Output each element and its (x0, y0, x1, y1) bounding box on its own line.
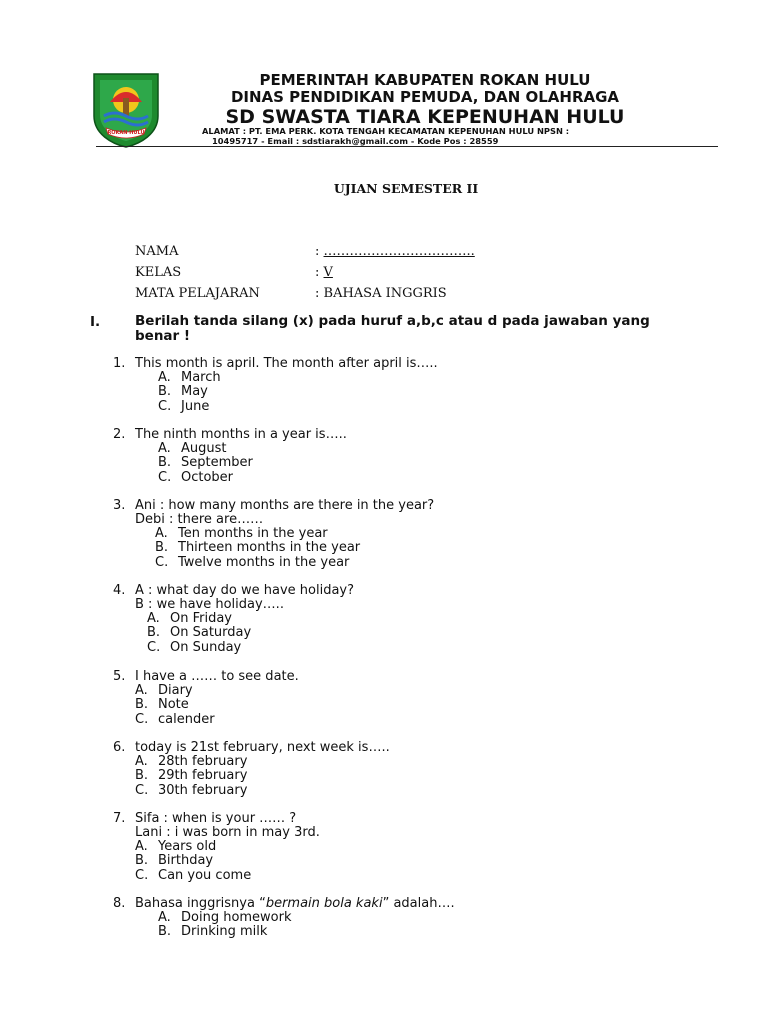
option-c: C. On Sunday (147, 640, 242, 655)
kelas-label: KELAS (135, 265, 182, 280)
option-c: C. calender (135, 712, 215, 727)
question-1 (113, 357, 613, 417)
question-text: Sifa : when is your …… ? (135, 811, 297, 826)
option-c: C. June (158, 399, 210, 414)
option-b: B. 29th february (135, 768, 248, 783)
option-b: B. Thirteen months in the year (155, 540, 361, 555)
nama-value: …………………………….. (323, 244, 475, 259)
question-text: A : what day do we have holiday? (135, 583, 355, 598)
question-5 (113, 670, 613, 730)
kelas-field (315, 265, 333, 280)
kelas-colon: : (315, 265, 324, 280)
question-number: 6. (113, 740, 126, 755)
address-line-2: 10495717 - Email : sdstiarakh@gmail.com - Kode Pos : 28559 (212, 136, 499, 146)
option-a: A. March (158, 370, 221, 385)
question-text-line-2: Lani : i was born in may 3rd. (135, 825, 320, 840)
question-text-line-2: B : we have holiday….. (135, 597, 284, 612)
exam-title: UJIAN SEMESTER II (333, 181, 479, 196)
question-3 (113, 499, 613, 574)
question-number: 5. (113, 669, 126, 684)
question-number: 3. (113, 498, 126, 513)
question-text-line-2: Debi : there are…… (135, 512, 264, 527)
question-text: This month is april. The month after april is….. (135, 356, 438, 371)
question-number: 1. (113, 356, 126, 371)
school-logo (90, 72, 162, 148)
question-4 (113, 584, 613, 659)
question-text-italic: bermain bola kaki (265, 896, 383, 911)
option-a: A. Doing homework (158, 910, 292, 925)
question-number: 2. (113, 427, 126, 442)
option-b: B. Note (135, 697, 189, 712)
section-instruction: Berilah tanda silang (x) pada huruf a,b,c atau d pada jawaban yang benar ! (135, 313, 650, 344)
nama-label: NAMA (135, 244, 179, 259)
option-b: B. Drinking milk (158, 924, 268, 939)
letterhead-line-1: PEMERINTAH KABUPATEN ROKAN HULU (259, 71, 591, 89)
option-a: A. Years old (135, 839, 217, 854)
question-number: 7. (113, 811, 126, 826)
nama-colon: : (315, 244, 324, 259)
question-7 (113, 812, 613, 887)
section-number: I. (90, 314, 101, 330)
option-b: B. September (158, 455, 253, 470)
option-a: A. Diary (135, 683, 193, 698)
question-2 (113, 428, 613, 488)
svg-text:ROKAN HULU: ROKAN HULU (107, 130, 145, 136)
option-c: C. October (158, 470, 234, 485)
school-name: SD SWASTA TIARA KEPENUHAN HULU (225, 106, 625, 128)
option-a: A. Ten months in the year (155, 526, 328, 541)
kelas-value: V (323, 265, 333, 280)
option-a: A. 28th february (135, 754, 248, 769)
option-b: B. Birthday (135, 853, 214, 868)
option-c: C. Can you come (135, 868, 252, 883)
question-number: 4. (113, 583, 126, 598)
address-line-1: ALAMAT : PT. EMA PERK. KOTA TENGAH KECAMATAN KEPENUHAN HULU NPSN : (202, 126, 570, 136)
question-text: I have a …… to see date. (135, 669, 299, 684)
option-a: A. August (158, 441, 227, 456)
nama-field (315, 244, 475, 259)
mapel-value: : BAHASA INGGRIS (315, 286, 447, 301)
question-6 (113, 741, 613, 801)
question-text: Ani : how many months are there in the year? (135, 498, 435, 513)
letterhead-divider (96, 146, 718, 147)
option-c: C. 30th february (135, 783, 248, 798)
question-number: 8. (113, 896, 126, 911)
question-text: The ninth months in a year is….. (135, 427, 347, 442)
option-a: A. On Friday (147, 611, 233, 626)
question-text: Bahasa inggrisnya “bermain bola kaki” adalah…. (135, 896, 455, 911)
option-b: B. May (158, 384, 208, 399)
option-b: B. On Saturday (147, 625, 252, 640)
mapel-label: MATA PELAJARAN (135, 286, 260, 301)
letterhead-line-2: DINAS PENDIDIKAN PEMUDA, DAN OLAHRAGA (230, 88, 620, 106)
question-text: today is 21st february, next week is….. (135, 740, 390, 755)
question-8 (113, 897, 613, 945)
option-c: C. Twelve months in the year (155, 555, 350, 570)
